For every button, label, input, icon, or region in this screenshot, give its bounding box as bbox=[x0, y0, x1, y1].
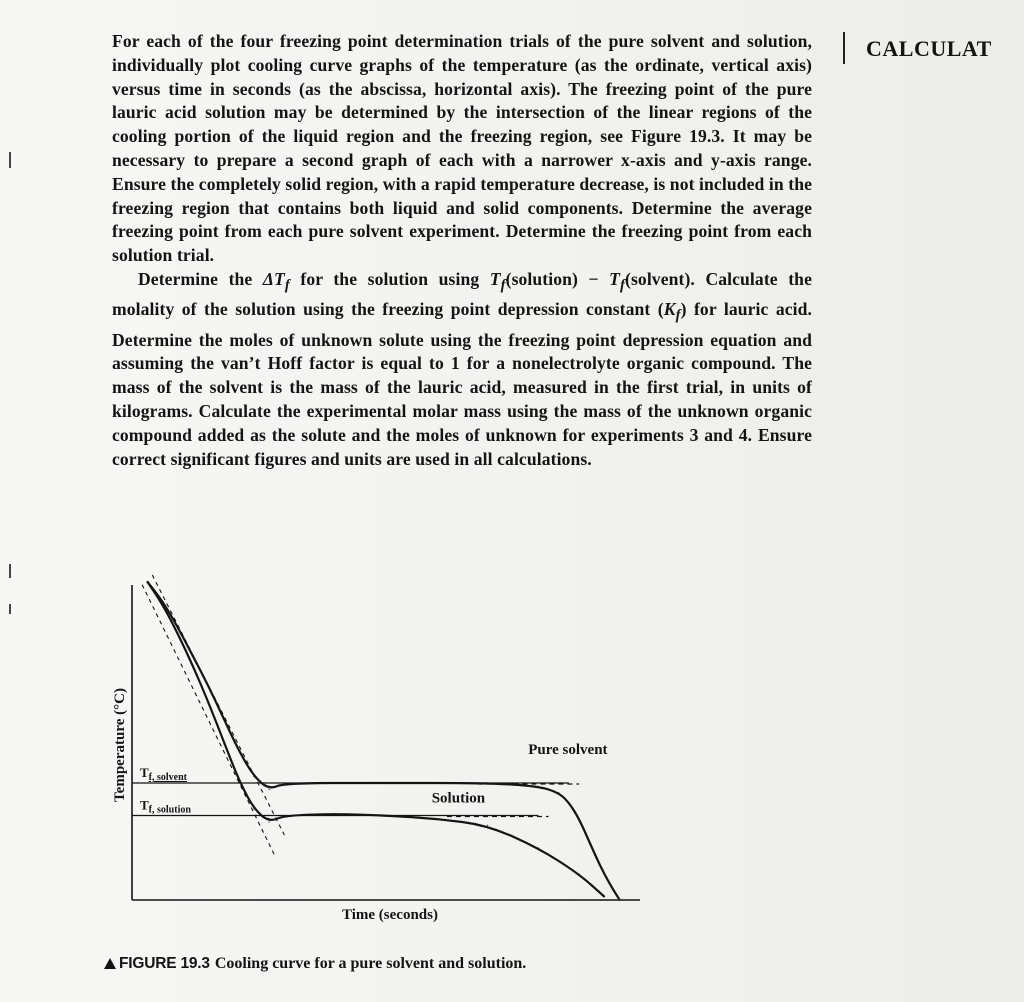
data-point-solution bbox=[604, 896, 605, 897]
data-point-solution bbox=[436, 818, 437, 819]
page-edge-mark bbox=[9, 152, 11, 168]
triangle-icon bbox=[104, 958, 116, 969]
series-line-solution bbox=[147, 582, 604, 897]
data-point-pure-solvent bbox=[568, 802, 569, 803]
data-point-solution bbox=[487, 825, 488, 826]
data-point-solution bbox=[284, 815, 285, 816]
series-line-pure-solvent bbox=[147, 582, 619, 901]
reference-label: $T_{f, solvent}$ bbox=[140, 765, 188, 783]
data-point-pure-solvent bbox=[162, 600, 163, 601]
data-point-pure-solvent bbox=[284, 782, 285, 783]
data-point-solution bbox=[538, 847, 539, 848]
instruction-text bbox=[112, 30, 812, 471]
data-point-pure-solvent bbox=[538, 786, 539, 787]
data-point-pure-solvent bbox=[599, 864, 600, 865]
data-point-solution bbox=[335, 813, 336, 814]
data-point-pure-solvent bbox=[238, 750, 239, 751]
data-point-solution bbox=[208, 701, 209, 702]
page-edge-mark bbox=[9, 564, 11, 578]
figure-label: FIGURE 19.3 bbox=[119, 955, 210, 972]
data-point-solution bbox=[192, 665, 193, 666]
data-point-pure-solvent bbox=[208, 685, 209, 686]
data-point-pure-solvent bbox=[578, 818, 579, 819]
page-edge-mark bbox=[9, 604, 11, 614]
data-point-solution bbox=[385, 815, 386, 816]
data-point-pure-solvent bbox=[619, 899, 620, 900]
data-point-solution bbox=[177, 633, 178, 634]
data-point-solution bbox=[147, 581, 148, 582]
cooling-curve-chart bbox=[100, 545, 660, 925]
data-point-solution bbox=[223, 740, 224, 741]
data-point-solution bbox=[269, 821, 270, 822]
data-point-pure-solvent bbox=[192, 656, 193, 657]
data-point-pure-solvent bbox=[487, 782, 488, 783]
paragraph-2: Determine the $\Delta T_f$ for the solution using $T_f(solution)$ − $T_f(solvent)$. Calculate the molality of the solution using the freezing point depression constant $(K_f)$ for lauric acid. Determine the moles of unknown solute using the freezing point depression equation and assuming the van’t Hoff factor is equal to 1 for a nonelectrolyte organic compound. The mass of the solvent is the mass of the lauric acid, measured in the first trial, in units of kilograms. Calculate the experimental molar mass using the mass of the unknown organic compound added as the solute and the moles of unknown for experiments 3 and 4. Ensure correct significant figures and units are used in all calculations. bbox=[112, 268, 813, 469]
x-axis-label: Time (seconds) bbox=[342, 907, 438, 923]
data-point-pure-solvent bbox=[269, 789, 270, 790]
data-point-pure-solvent bbox=[589, 841, 590, 842]
paragraph-1: For each of the four freezing point determination trials of the pure solvent and solution, individually plot cooling curve graphs of the temperature (as the ordinate, vertical axis) versus time in seconds (as the abscissa, horizontal axis). The freezing point of the pure lauric acid solution may be determined by the intersection of the linear regions of the cooling portion of the liquid region and the freezing region, see Figure 19.3. It may be necessary to prepare a second graph of each with a narrower x-axis and y-axis range. Ensure the completely solid region, with a rapid temperature decrease, is not included in the freezing region that contains both liquid and solid components. Determine the average freezing point from each pure solvent experiment. Determine the freezing point from each solution trial. bbox=[112, 31, 812, 266]
data-point-solution bbox=[578, 873, 579, 874]
data-point-pure-solvent bbox=[253, 776, 254, 777]
curve-label: Solution bbox=[431, 790, 486, 807]
data-point-pure-solvent bbox=[558, 792, 559, 793]
data-point-solution bbox=[162, 604, 163, 605]
data-point-solution bbox=[253, 808, 254, 809]
y-axis-label: Temperature (°C) bbox=[112, 688, 128, 802]
data-point-solution bbox=[238, 779, 239, 780]
margin-divider bbox=[843, 32, 845, 64]
curve-label: Pure solvent bbox=[528, 741, 608, 758]
figure-caption-text: Cooling curve for a pure solvent and solution. bbox=[214, 955, 527, 972]
data-point-pure-solvent bbox=[385, 782, 386, 783]
figure-19-3 bbox=[100, 545, 660, 925]
section-heading-calculations: CALCULAT bbox=[866, 36, 992, 61]
reference-label: $T_{f, solution}$ bbox=[140, 797, 191, 816]
data-point-pure-solvent bbox=[223, 717, 224, 718]
data-point-pure-solvent bbox=[609, 883, 610, 884]
data-point-pure-solvent bbox=[177, 626, 178, 627]
figure-caption bbox=[104, 955, 526, 973]
